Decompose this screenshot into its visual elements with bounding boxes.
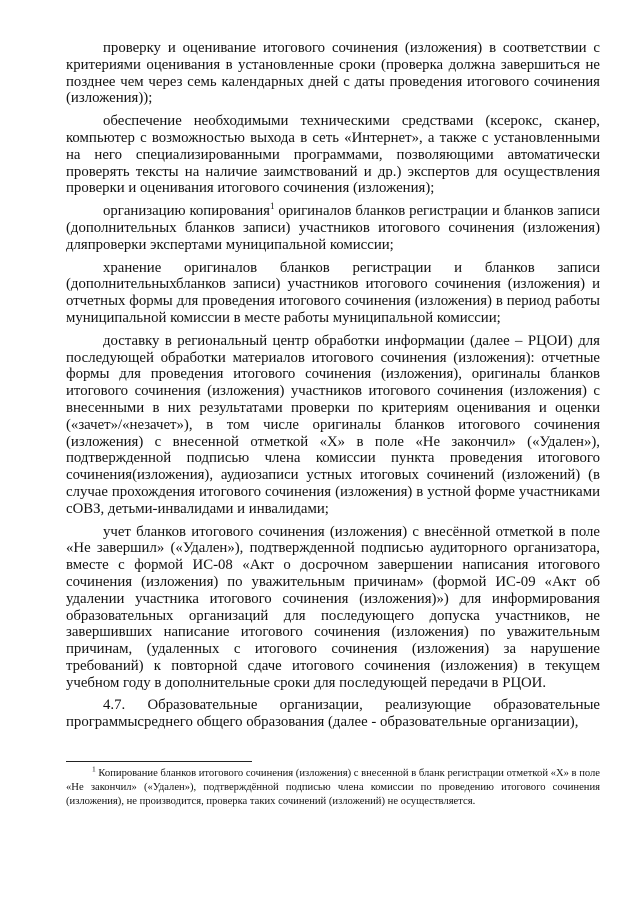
paragraph-section-4-7: 4.7. Образовательные организации, реализующие образовательные программысреднего общего образования (далее - образовательные организации), xyxy=(66,697,600,731)
paragraph-storage: хранение оригиналов бланков регистрации и бланков записи (дополнительныхбланков записи) участников итогового сочинения (изложения) и отчетных формы для проведения итогового сочинения (изложения) в период работы муниципальной комиссии в месте работы муниципальной комиссии; xyxy=(66,259,600,326)
footnote xyxy=(66,764,601,808)
document-body xyxy=(66,40,600,737)
paragraph-accounting: учет бланков итогового сочинения (изложения) с внесённой отметкой в поле «Не завершил» («Удален»), подтвержденной подписью аудиторного организатора, вместе с формой ИС-08 «Акт о досрочном завершении написания итогового сочинения (изложения) по уважительным причинам» (формой ИС-09 «Акт об удалении участника итогового сочинения (изложения)») для информирования образовательных организаций для последующего допуска участников, не завершивших написание итогового сочинения (изложения) по уважительным причинам, (удаленных с итогового сочинения (изложения) за нарушение требований) к повторной сдаче итогового сочинения (изложения) в текущем учебном году в дополнительные сроки для последующей передачи в РЦОИ. xyxy=(66,523,600,691)
footnote-number: 1 xyxy=(92,764,96,774)
footnote-reference: 1 xyxy=(269,201,275,212)
paragraph-copying-rest: оригиналов бланков регистрации и бланков записи (дополнительных бланков записи) участников итогового сочинения (изложения) дляпроверки экспертами муниципальной комиссии; xyxy=(66,203,600,253)
paragraph-delivery: доставку в региональный центр обработки информации (далее – РЦОИ) для последующей обработки материалов итогового сочинения (изложения): отчетные формы для проведения итогового сочинения (изложения), оригиналы бланков итогового сочинения (изложения) участников итогового сочинения (изложения) с внесенными в них результатами проверки по критериям оценивания и оценки («зачет»/«незачет»), в том числе оригиналы бланков итогового сочинения (изложения) с внесенной отметкой «X» в поле «Не закончил» («Удален»), подтвержденной подписью члена комиссии пункта проведения итогового сочинения(изложения), аудиозаписи устных итоговых сочинений (изложений) (в случае прохождения итогового сочинения (изложения) в устной форме участниками сОВЗ, детьми-инвалидами и инвалидами; xyxy=(66,332,600,517)
footnote-separator xyxy=(66,761,252,762)
paragraph-copying-start: организацию копирования xyxy=(103,203,270,220)
paragraph-checking: проверку и оценивание итогового сочинения (изложения) в соответствии с критериями оценивания в установленные сроки (проверка должна завершиться не позднее чем через семь календарных дней с даты проведения итогового сочинения (изложения)); xyxy=(66,40,600,107)
footnote-text: Копирование бланков итогового сочинения (изложения) с внесенной в бланк регистрации отметкой «X» в поле «Не закончил» («Удален»), подтверждённой подписью члена комиссии по проведению итогового сочинения (изложения), не производится, проверка таких сочинений (изложений) не осуществляется. xyxy=(66,768,601,807)
paragraph-copying xyxy=(66,203,600,253)
paragraph-equipment: обеспечение необходимыми техническими средствами (ксерокс, сканер, компьютер с возможностью выхода в сеть «Интернет», а также с установленными на него специализированными программами, позволяющими автоматически проверять тексты на наличие заимствований и др.) экспертов для осуществления проверки и оценивания итогового сочинения (изложения); xyxy=(66,113,600,197)
